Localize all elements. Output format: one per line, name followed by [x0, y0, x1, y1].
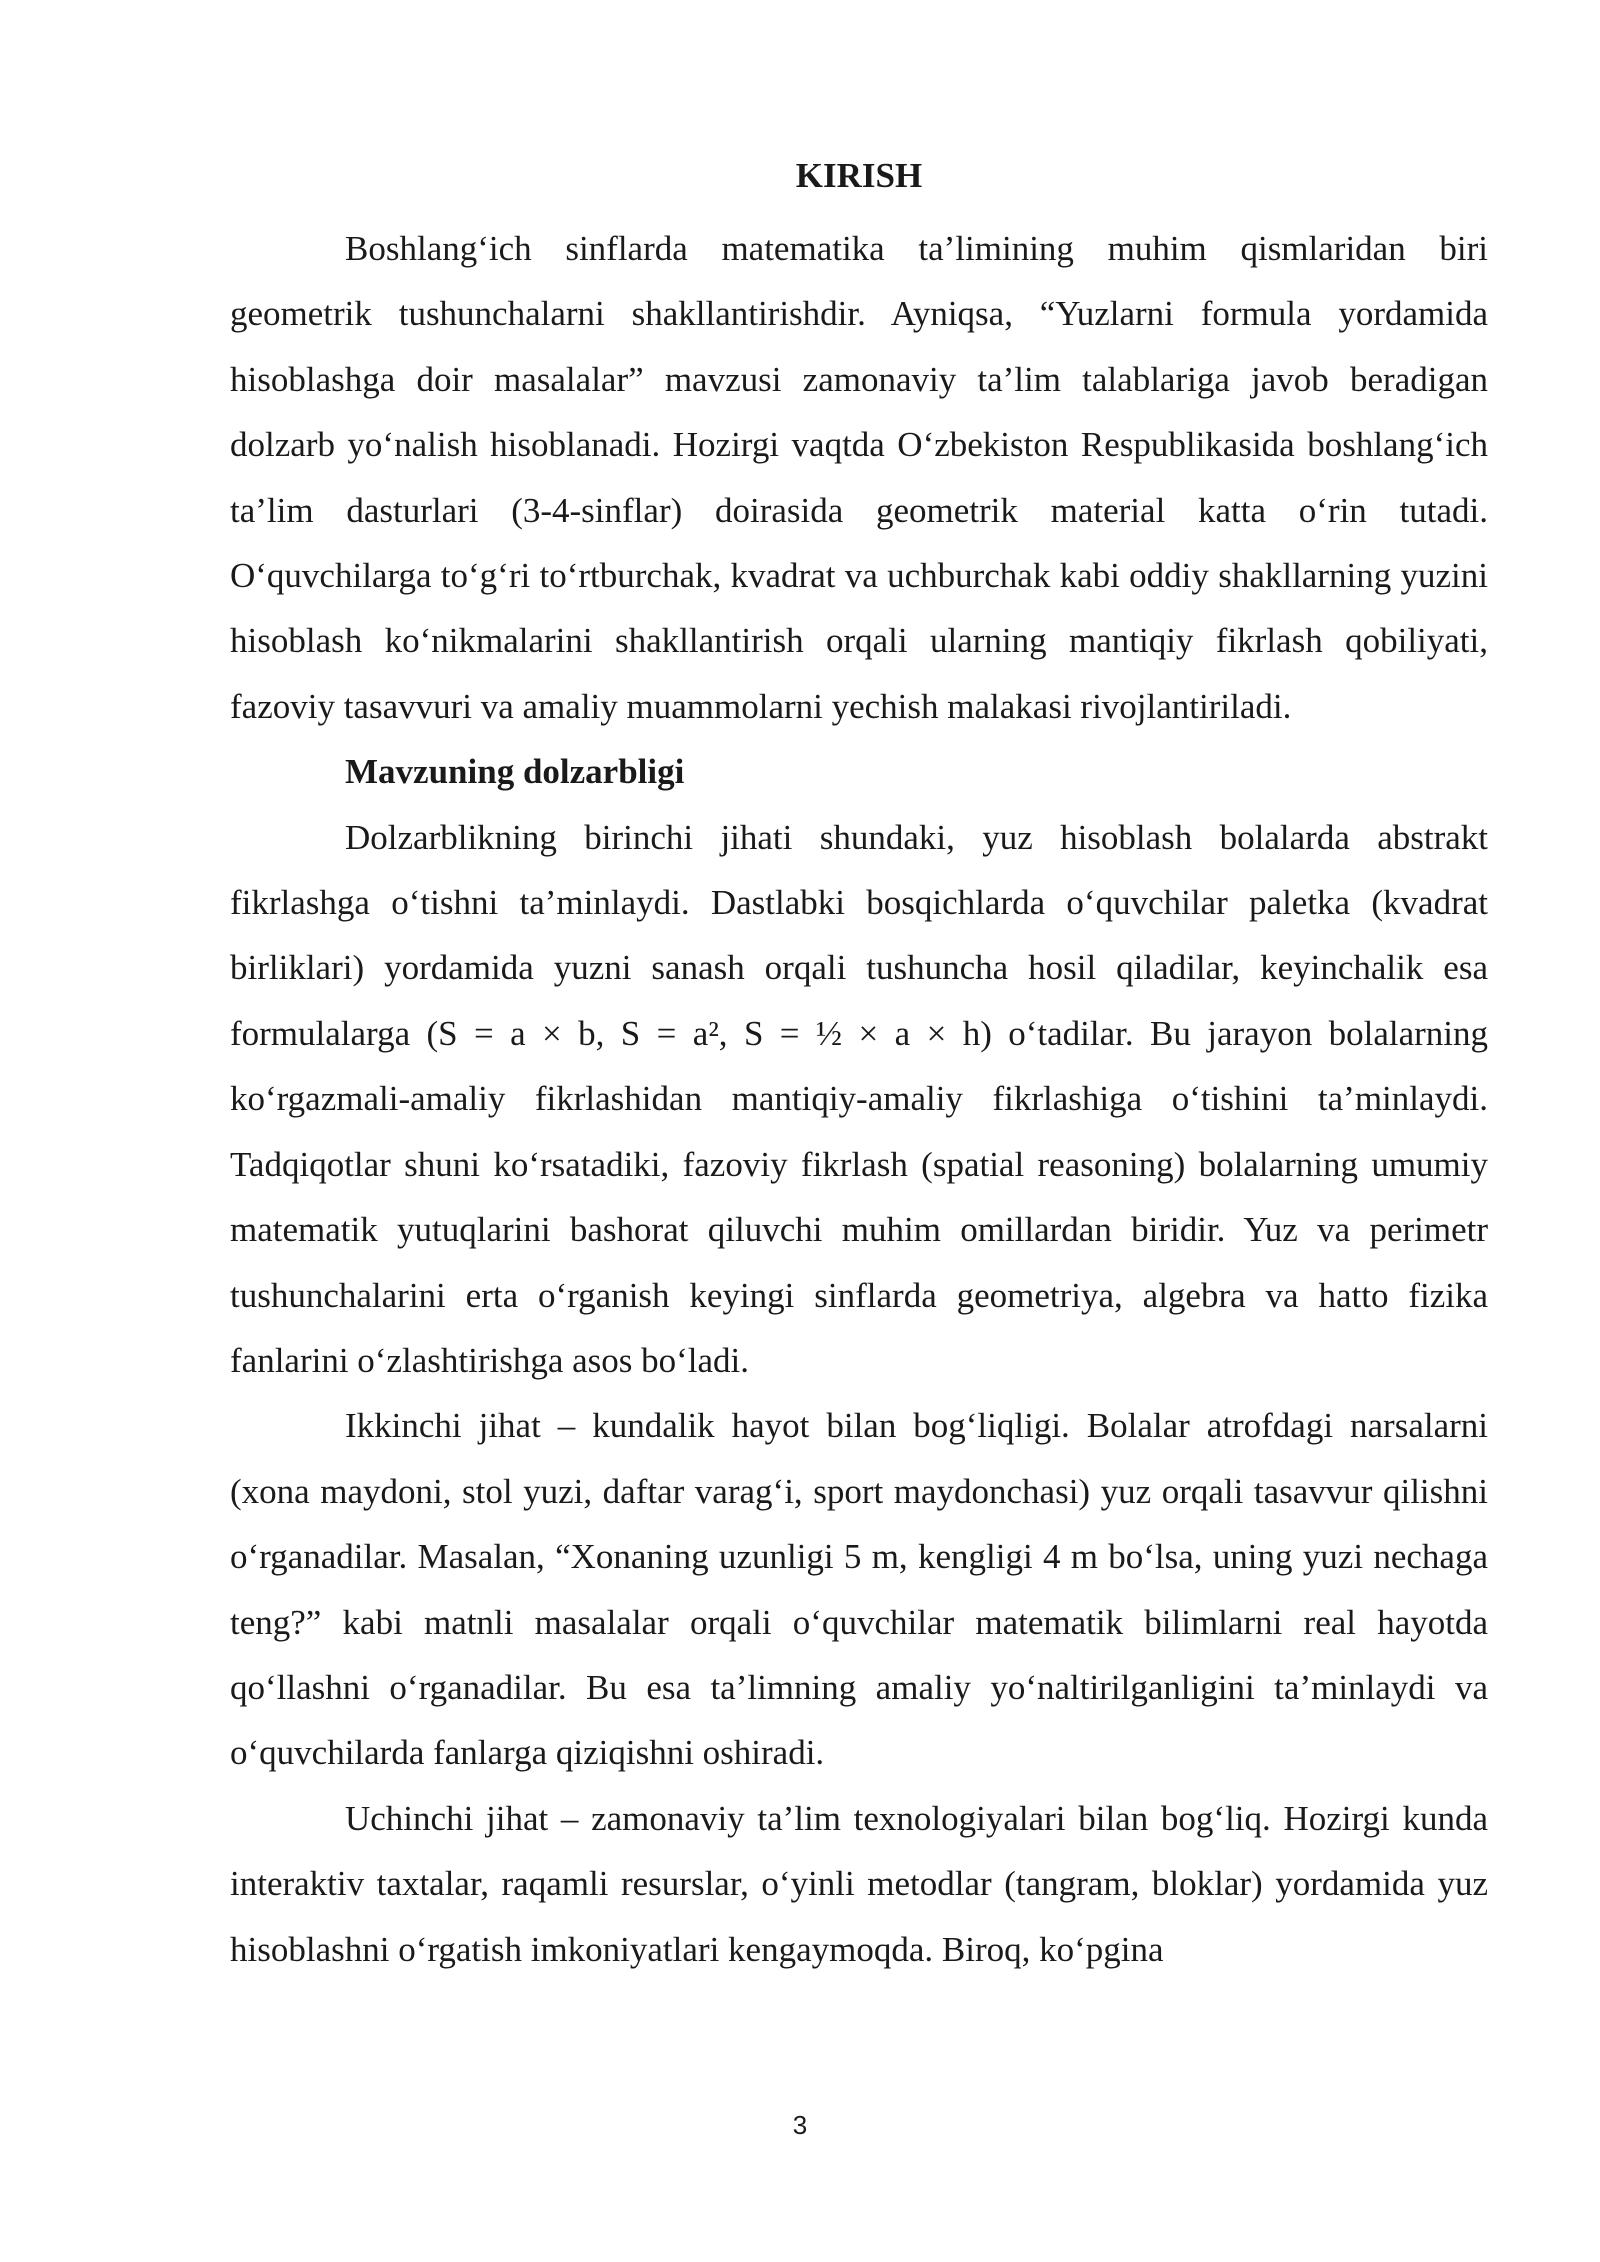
body-paragraph: Dolzarblikning birinchi jihati shundaki, yuz hisoblash bolalarda abstrakt fikrlashga o‘tishni ta’minlaydi. Dastlabki bosqichlarda o‘quvchilar paletka (kvadrat birliklari) yordamida yuzni sanash orqali tushuncha hosil qiladilar, keyinchalik esa formulalarga (S = a × b, S = a², S = ½ × a × h) o‘tadilar. Bu jarayon bolalarning ko‘rgazmali-amaliy fikrlashidan mantiqiy-amaliy fikrlashiga o‘tishini ta’minlaydi. Tadqiqotlar shuni ko‘rsatadiki, fazoviy fikrlash (spatial reasoning) bolalarning umumiy matematik yutuqlarini bashorat qiluvchi muhim omillardan biridir. Yuz va perimetr tushunchalarini erta o‘rganish keyingi sinflarda geometriya, algebra va hatto fizika fanlarini o‘zlashtirishga asos bo‘ladi. [230, 817, 1488, 1380]
body-paragraph: Ikkinchi jihat – kundalik hayot bilan bog‘liqligi. Bolalar atrofdagi narsalarni (xona maydoni, stol yuzi, daftar varag‘i, sport maydonchasi) yuz orqali tasavvur qilishni o‘rganadilar. Masalan, “Xonaning uzunligi 5 m, kengligi 4 m bo‘lsa, uning yuzi nechaga teng?” kabi matnli masalalar orqali o‘quvchilar matematik bilimlarni real hayotda qo‘llashni o‘rganadilar. Bu esa ta’limning amaliy yo‘naltirilganligini ta’minlaydi va o‘quvchilarda fanlarga qiziqishni oshiradi. [230, 1406, 1488, 1773]
intro-paragraph: Boshlang‘ich sinflarda matematika ta’limining muhim qismlaridan biri geometrik tushunchalarni shakllantirishdir. Ayniqsa, “Yuzlarni formula yordamida hisoblashga doir masalalar” mavzusi zamonaviy ta’lim talablariga javob beradigan dolzarb yo‘nalish hisoblanadi. Hozirgi vaqtda O‘zbekiston Respublikasida boshlang‘ich ta’lim dasturlari (3-4-sinflar) doirasida geometrik material katta o‘rin tutadi. O‘quvchilarga to‘g‘ri to‘rtburchak, kvadrat va uchburchak kabi oddiy shakllarning yuzini hisoblash ko‘nikmalarini shakllantirish orqali ularning mantiqiy fikrlash qobiliyati, fazoviy tasavvuri va amaliy muammolarni yechish malakasi rivojlantiriladi. [230, 229, 1488, 726]
page-number: 3 [792, 2110, 808, 2140]
body-paragraph: Uchinchi jihat – zamonaviy ta’lim texnologiyalari bilan bog‘liq. Hozirgi kunda interaktiv taxtalar, raqamli resurslar, o‘yinli metodlar (tangram, bloklar) yordamida yuz hisoblashni o‘rgatish imkoniyatlari kengaymoqda. Biroq, ko‘pgina [230, 1798, 1488, 1969]
page-title: KIRISH [795, 156, 923, 195]
document-content [230, 150, 1488, 1982]
section-subheading: Mavzuning dolzarbligi [345, 752, 685, 792]
